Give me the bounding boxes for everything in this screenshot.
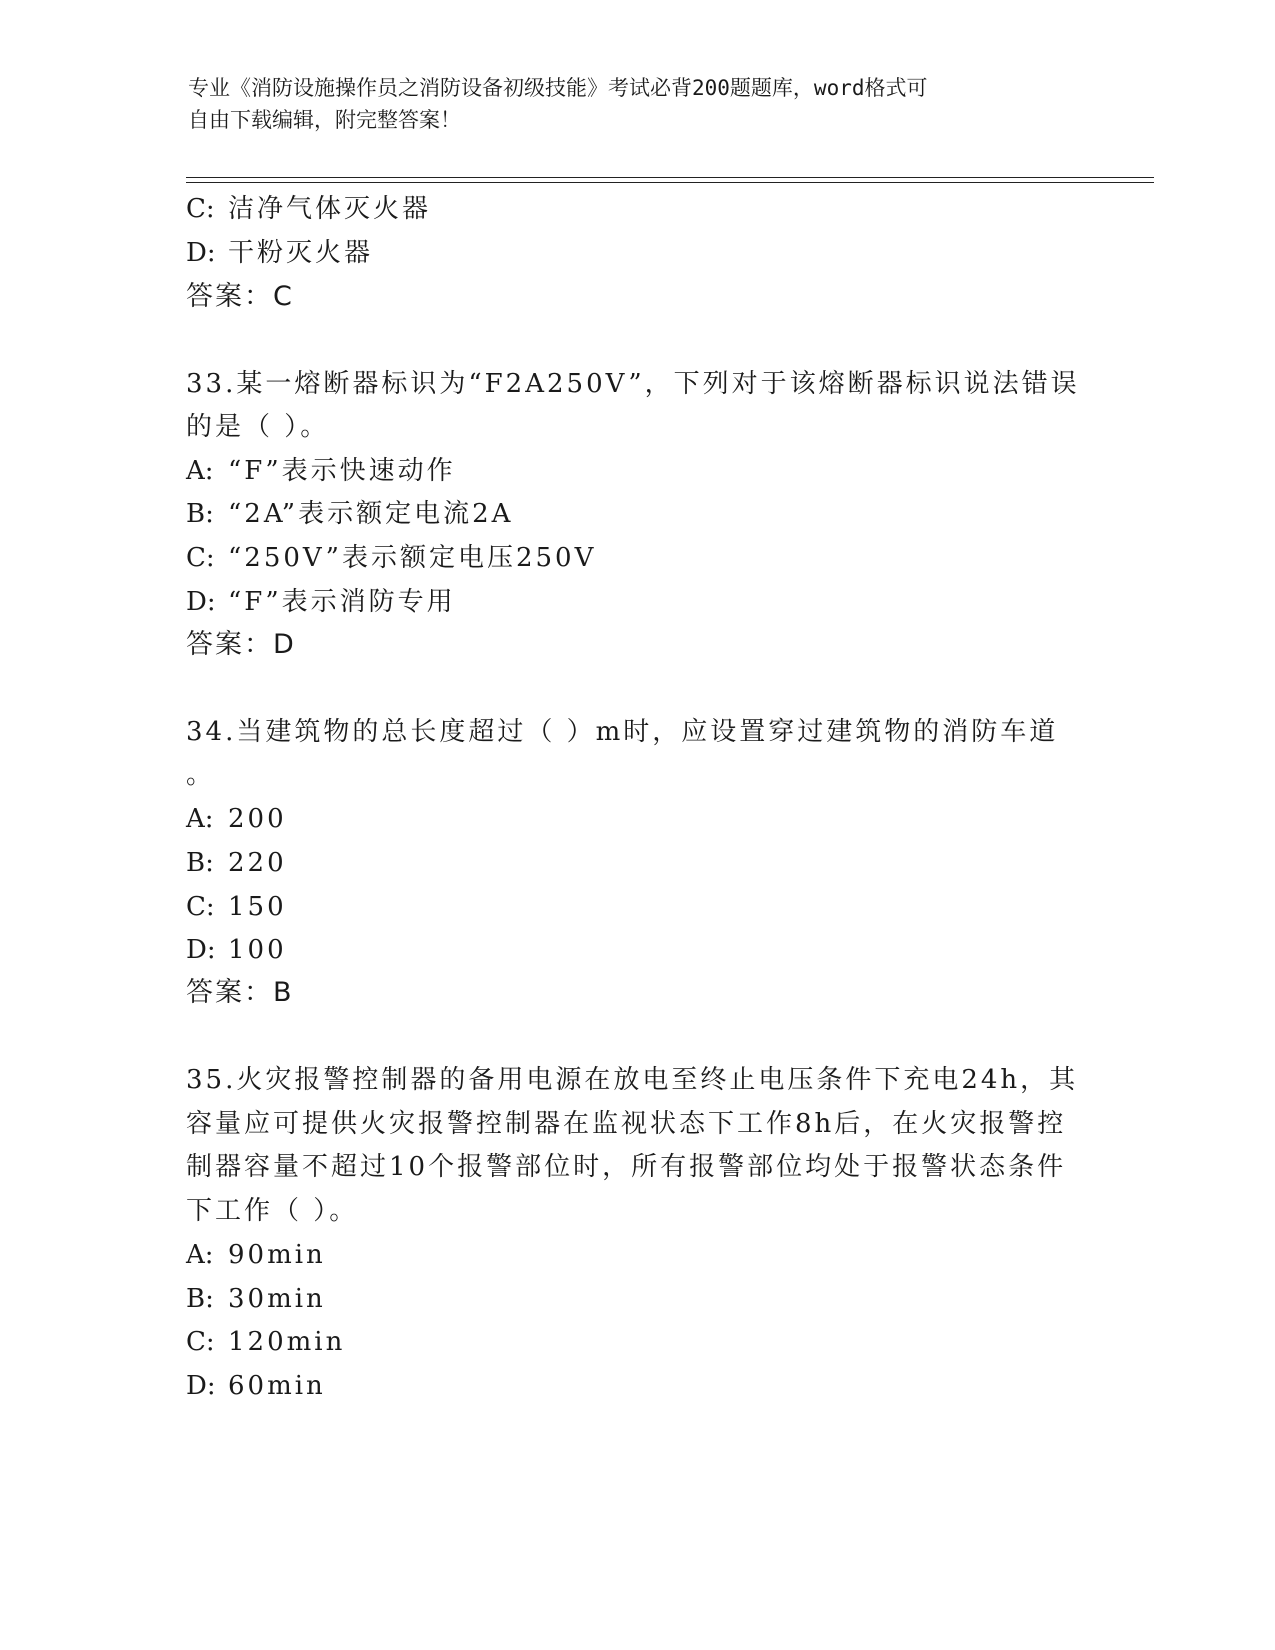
q35-stem-line-1: 35.火灾报警控制器的备用电源在放电至终止电压条件下充电24h，其: [186, 1065, 1079, 1095]
q33-option-c: [186, 541, 596, 575]
option-key: D:: [186, 1371, 216, 1401]
q33-stem-line-2: 的是（ ）。: [186, 412, 330, 442]
option-key: B:: [186, 848, 214, 878]
header-divider-bottom: [186, 182, 1154, 183]
option-text: “2A”表示额定电流2A: [228, 499, 514, 529]
q35-option-d: [186, 1369, 326, 1403]
option-text: 洁净气体灭火器: [228, 194, 432, 224]
option-key: C:: [186, 1327, 215, 1357]
q34-stem-line-2: 。: [186, 760, 216, 790]
q33-stem-line-1: 33.某一熔断器标识为“F2A250V”，下列对于该熔断器标识说法错误: [186, 369, 1080, 399]
prev-answer: 答案：C: [186, 281, 294, 312]
option-text: “250V”表示额定电压250V: [228, 543, 597, 573]
q33-option-a: [186, 454, 456, 488]
q34-option-a: [186, 802, 287, 836]
option-text: 220: [228, 848, 287, 878]
option-key: B:: [186, 499, 214, 529]
option-text: “F”表示快速动作: [228, 456, 456, 486]
option-key: B:: [186, 1284, 214, 1314]
option-text: 干粉灭火器: [228, 238, 374, 268]
option-text: 90min: [228, 1240, 326, 1270]
prev-option-d: [186, 236, 373, 270]
q35-stem-line-2: 容量应可提供火灾报警控制器在监视状态下工作8h后，在火灾报警控: [186, 1109, 1067, 1139]
q35-stem-line-3: 制器容量不超过10个报警部位时，所有报警部位均处于报警状态条件: [186, 1152, 1067, 1182]
header-line-1: 专业《消防设施操作员之消防设备初级技能》考试必背200题题库，word格式可: [188, 76, 928, 100]
prev-option-c: [186, 192, 431, 226]
option-key: D:: [186, 587, 216, 617]
q35-option-c: [186, 1325, 345, 1359]
q33-option-d: [186, 585, 456, 619]
q35-option-a: [186, 1238, 326, 1272]
option-text: 200: [228, 804, 287, 834]
option-text: “F”表示消防专用: [228, 587, 456, 617]
option-text: 30min: [228, 1284, 326, 1314]
option-key: A:: [186, 1240, 214, 1270]
q35-stem-line-4: 下工作（ ）。: [186, 1196, 359, 1226]
option-key: D:: [186, 935, 216, 965]
option-text: 60min: [228, 1371, 326, 1401]
option-key: A:: [186, 456, 214, 486]
option-key: C:: [186, 194, 215, 224]
option-key: C:: [186, 543, 215, 573]
q33-answer: 答案：D: [186, 629, 296, 660]
header-line-2: 自由下载编辑，附完整答案！: [188, 108, 461, 132]
option-key: A:: [186, 804, 214, 834]
document-header: [188, 72, 1068, 136]
header-divider-top: [186, 177, 1154, 178]
option-key: D:: [186, 238, 216, 268]
q34-stem-line-1: 34.当建筑物的总长度超过（ ）m时，应设置穿过建筑物的消防车道: [186, 717, 1059, 747]
option-text: 120min: [228, 1327, 346, 1357]
option-text: 100: [228, 935, 287, 965]
q35-option-b: [186, 1282, 326, 1316]
q33-option-b: [186, 497, 513, 531]
q34-option-c: [186, 890, 287, 924]
q34-option-d: [186, 933, 287, 967]
option-text: 150: [228, 892, 287, 922]
option-key: C:: [186, 892, 215, 922]
q34-answer: 答案：B: [186, 977, 294, 1008]
q34-option-b: [186, 846, 287, 880]
